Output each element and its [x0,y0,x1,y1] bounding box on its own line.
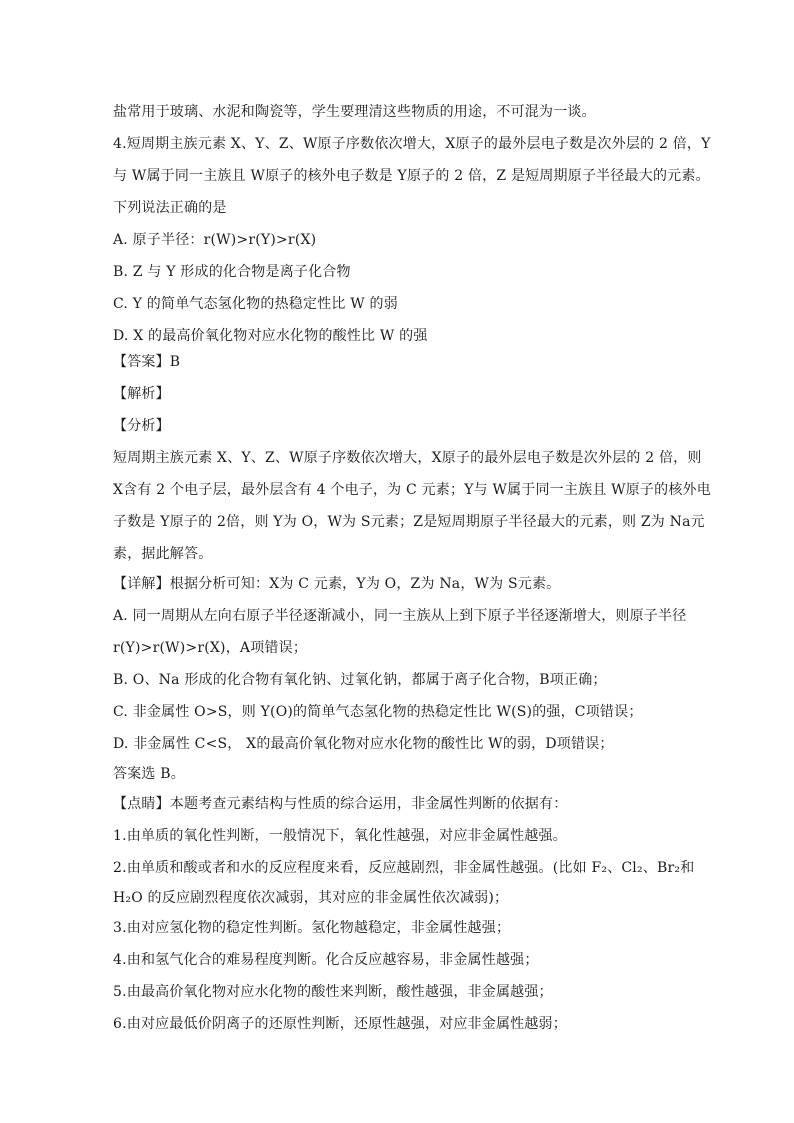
detail-line: C. 非金属性 O>S，则 Y(O)的简单气态氢化物的热稳定性比 W(S)的强，C项错误； [113,704,643,720]
option-b: B. Z 与 Y 形成的化合物是离子化合物 [113,264,351,280]
tip-item: 2.由单质和酸或者和水的反应程度来看，反应越剧烈，非金属性越强。(比如 F₂、Cl₂、Br₂和 [113,860,695,876]
tip-item: 1.由单质的氧化性判断，一般情况下，氧化性越强，对应非金属性越强。 [113,828,567,844]
option-c: C. Y 的简单气态氢化物的热稳定性比 W 的弱 [113,296,398,312]
detail-line: 【详解】根据分析可知：X为 C 元素，Y为 O，Z为 Na，W为 S元素。 [113,576,561,592]
detail-line: A. 同一周期从左向右原子半径逐渐减小，同一主族从上到下原子半径逐渐增大，则原子半径 [113,608,687,624]
tip-heading: 【点睛】本题考查元素结构与性质的综合运用，非金属性判断的依据有： [113,796,568,812]
option-d: D. X 的最高价氧化物对应水化物的酸性比 W 的强 [113,328,428,344]
detail-line: D. 非金属性 C<S， X的最高价氧化物对应水化物的酸性比 W的弱，D项错误； [113,736,614,752]
question-stem-line: 4.短周期主族元素 X、Y、Z、W原子序数依次增大，X原子的最外层电子数是次外层的 2 倍，Y [113,136,711,152]
tip-item: 3.由对应氢化物的稳定性判断。氢化物越稳定，非金属性越强； [113,920,511,936]
tip-item: 4.由和氢气化合的难易程度判断。化合反应越容易，非金属性越强； [113,952,539,968]
tip-item: H₂O 的反应剧烈程度依次减弱，其对应的非金属性依次减弱)； [113,890,509,906]
question-stem-line: 与 W属于同一主族且 W原子的核外电子数是 Y原子的 2 倍，Z 是短周期原子半径最大的元素。 [113,168,710,184]
conclusion-line: 答案选 B。 [113,766,185,782]
tip-item: 6.由对应最低价阴离子的还原性判断，还原性越强，对应非金属性越弱； [113,1016,567,1032]
analysis-line: 短周期主族元素 X、Y、Z、W原子序数依次增大，X原子的最外层电子数是次外层的 2 倍，则 [113,450,702,466]
detail-line: B. O、Na 形成的化合物有氧化钠、过氧化钠，都属于离子化合物，B项正确； [113,672,607,688]
question-stem-line: 下列说法正确的是 [113,200,227,216]
option-a: A. 原子半径：r(W)>r(Y)>r(X) [113,232,317,248]
tip-item: 5.由最高价氧化物对应水化物的酸性来判断，酸性越强，非金属越强； [113,984,553,1000]
analysis-line: 子数是 Y原子的 2倍，则 Y为 O，W为 S元素；Z是短周期原子半径最大的元素，则 Z为 Na元 [113,514,705,530]
analysis-line: 素，据此解答。 [113,546,213,562]
text-line: 盐常用于玻璃、水泥和陶瓷等，学生要理清这些物质的用途，不可混为一谈。 [113,104,596,120]
analysis-line: X含有 2 个电子层，最外层含有 4 个电子，为 C 元素；Y与 W属于同一主族且 W原子的核外电 [113,482,711,498]
answer-label: 【答案】B [113,354,181,370]
detail-line: r(Y)>r(W)>r(X)，A项错误； [113,640,308,656]
analysis-subheading: 【分析】 [113,418,170,434]
analysis-heading: 【解析】 [113,386,170,402]
